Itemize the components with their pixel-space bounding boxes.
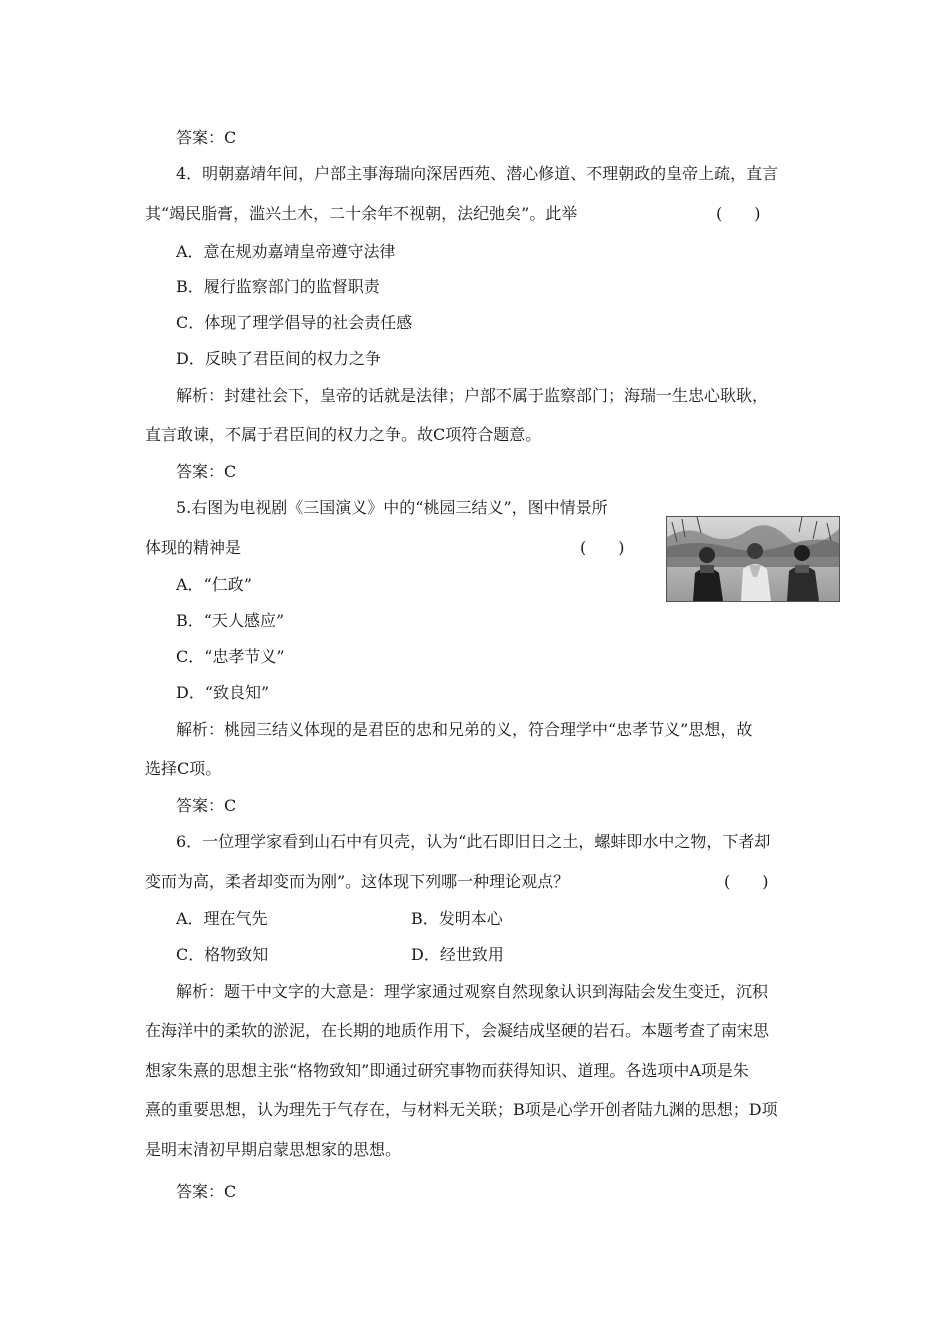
question-5-stem-line-1: 5.右图为电视剧《三国演义》中的“桃园三结义”，图中情景所 xyxy=(176,498,608,517)
three-kingdoms-oath-photo xyxy=(666,516,840,602)
question-6-explanation-line-1: 解析：题干中文字的大意是：理学家通过观察自然现象认识到海陆会发生变迁，沉积 xyxy=(176,982,769,1001)
three-men-bowing-image xyxy=(667,517,839,601)
question-5-answer-bracket: ( ) xyxy=(580,538,625,557)
answer-q3: 答案：C xyxy=(176,128,237,147)
question-4-option-b: B．履行监察部门的监督职责 xyxy=(176,277,380,296)
question-6-explanation-line-4: 熹的重要思想，认为理先于气存在，与材料无关联；B项是心学开创者陆九渊的思想；D项 xyxy=(145,1100,778,1119)
question-6-option-c: C．格物致知 xyxy=(176,945,269,964)
answer-q5: 答案：C xyxy=(176,796,237,815)
question-6-explanation-line-3: 想家朱熹的思想主张“格物致知”即通过研究事物而获得知识、道理。各选项中A项是朱 xyxy=(145,1061,749,1080)
question-4-explanation-line-2: 直言敢谏，不属于君臣间的权力之争。故C项符合题意。 xyxy=(145,425,542,444)
question-6-stem-line-2: 变而为高，柔者却变而为刚”。这体现下列哪一种理论观点？ xyxy=(145,872,570,891)
answer-q4: 答案：C xyxy=(176,462,237,481)
question-5-stem-line-2: 体现的精神是 xyxy=(145,538,242,557)
question-6-explanation-line-5: 是明末清初早期启蒙思想家的思想。 xyxy=(145,1140,402,1159)
question-6-option-b: B．发明本心 xyxy=(411,909,503,928)
question-5-option-b: B．“天人感应” xyxy=(176,611,285,630)
question-4-explanation-line-1: 解析：封建社会下，皇帝的话就是法律；户部不属于监察部门；海瑞一生忠心耿耿， xyxy=(176,386,769,405)
question-6-option-d: D．经世致用 xyxy=(411,945,504,964)
question-5-explanation-line-1: 解析：桃园三结义体现的是君臣的忠和兄弟的义，符合理学中“忠孝节义”思想，故 xyxy=(176,720,753,739)
question-5-explanation-line-2: 选择C项。 xyxy=(145,759,222,778)
question-4-option-d: D．反映了君臣间的权力之争 xyxy=(176,349,381,368)
question-4-stem-line-1: 4．明朝嘉靖年间，户部主事海瑞向深居西苑、潜心修道、不理朝政的皇帝上疏，直言 xyxy=(176,164,779,183)
answer-q6: 答案：C xyxy=(176,1182,237,1201)
question-4-answer-bracket: ( ) xyxy=(716,204,761,223)
question-4-option-a: A．意在规劝嘉靖皇帝遵守法律 xyxy=(176,242,396,261)
question-5-option-c: C．“忠孝节义” xyxy=(176,647,285,666)
question-6-stem-line-1: 6．一位理学家看到山石中有贝壳，认为“此石即旧日之土，螺蚌即水中之物，下者却 xyxy=(176,832,771,851)
question-4-option-c: C．体现了理学倡导的社会责任感 xyxy=(176,313,413,332)
question-6-option-a: A．理在气先 xyxy=(176,909,268,928)
question-6-answer-bracket: ( ) xyxy=(724,872,769,891)
question-5-option-d: D．“致良知” xyxy=(176,683,270,702)
question-6-explanation-line-2: 在海洋中的柔软的淤泥，在长期的地质作用下，会凝结成坚硬的岩石。本题考查了南宋思 xyxy=(145,1021,770,1040)
question-5-option-a: A．“仁政” xyxy=(176,575,252,594)
question-4-stem-line-2: 其“竭民脂膏，滥兴土木，二十余年不视朝，法纪弛矣”。此举 xyxy=(145,204,578,223)
